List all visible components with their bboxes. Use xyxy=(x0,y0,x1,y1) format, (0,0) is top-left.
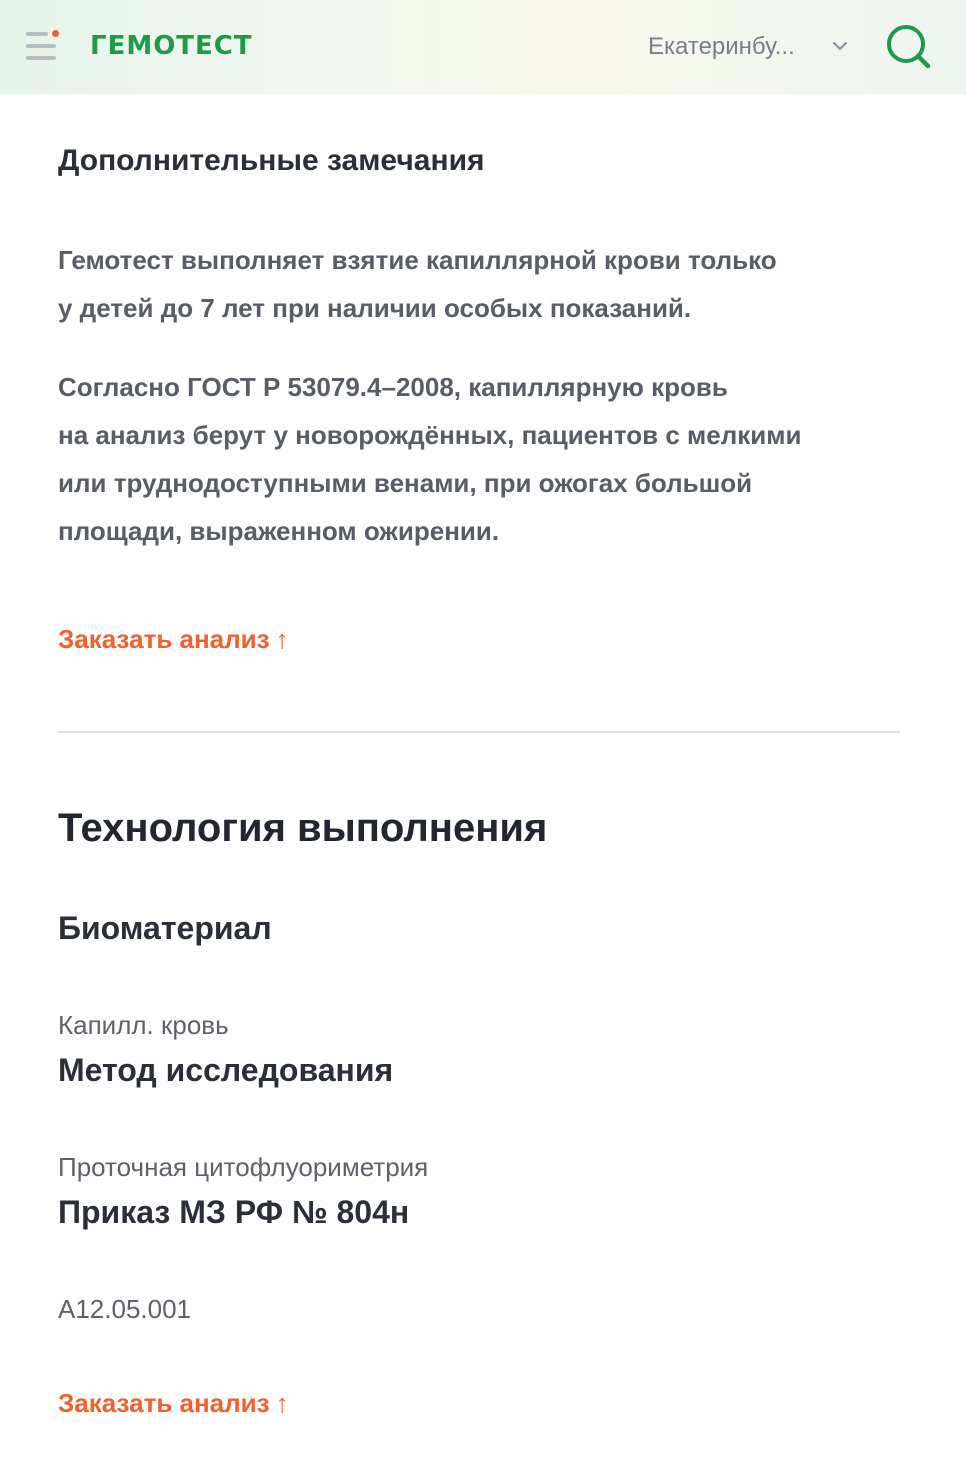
order-ref-value: A12.05.001 xyxy=(58,1294,192,1324)
paragraph-line: или труднодоступными венами, при ожогах большой xyxy=(58,468,753,498)
order-analysis-link[interactable] xyxy=(58,624,289,655)
menu-icon[interactable] xyxy=(26,30,62,64)
order-analysis-label: Заказать анализ xyxy=(58,1388,270,1418)
arrow-up-icon: ↑ xyxy=(275,624,289,654)
paragraph-line: на анализ берут у новорождённых, пациентов с мелкими xyxy=(58,420,802,450)
paragraph-line: у детей до 7 лет при наличии особых показаний. xyxy=(58,293,692,323)
logo[interactable]: ГЕМОТЕСТ xyxy=(90,31,253,61)
biomaterial-value: Капилл. кровь xyxy=(58,1010,229,1040)
section-divider xyxy=(58,731,900,733)
notification-dot xyxy=(52,30,59,37)
paragraph-line: Согласно ГОСТ Р 53079.4–2008, капиллярную кровь xyxy=(58,372,728,402)
menu-bar-middle xyxy=(26,44,56,48)
city-selector[interactable]: Екатеринбу... xyxy=(648,33,795,60)
biomaterial-label: Биоматериал xyxy=(58,910,272,946)
menu-bar-top xyxy=(26,32,48,36)
remarks-paragraph-1 xyxy=(58,236,900,332)
top-header xyxy=(0,0,966,94)
order-analysis-label: Заказать анализ xyxy=(58,624,270,654)
search-icon[interactable] xyxy=(884,22,932,70)
menu-bar-bottom xyxy=(26,56,56,60)
paragraph-line: площади, выраженном ожирении. xyxy=(58,516,500,546)
paragraph-line: Гемотест выполняет взятие капиллярной крови только xyxy=(58,245,777,275)
technology-title: Технология выполнения xyxy=(58,806,548,850)
method-label: Метод исследования xyxy=(58,1052,394,1088)
method-value: Проточная цитофлуориметрия xyxy=(58,1152,429,1182)
remarks-title: Дополнительные замечания xyxy=(58,144,485,177)
arrow-up-icon: ↑ xyxy=(275,1388,289,1418)
remarks-paragraph-2 xyxy=(58,363,900,555)
order-analysis-link-2[interactable] xyxy=(58,1388,289,1419)
chevron-down-icon[interactable] xyxy=(832,38,848,54)
order-ref-label: Приказ МЗ РФ № 804н xyxy=(58,1194,410,1230)
